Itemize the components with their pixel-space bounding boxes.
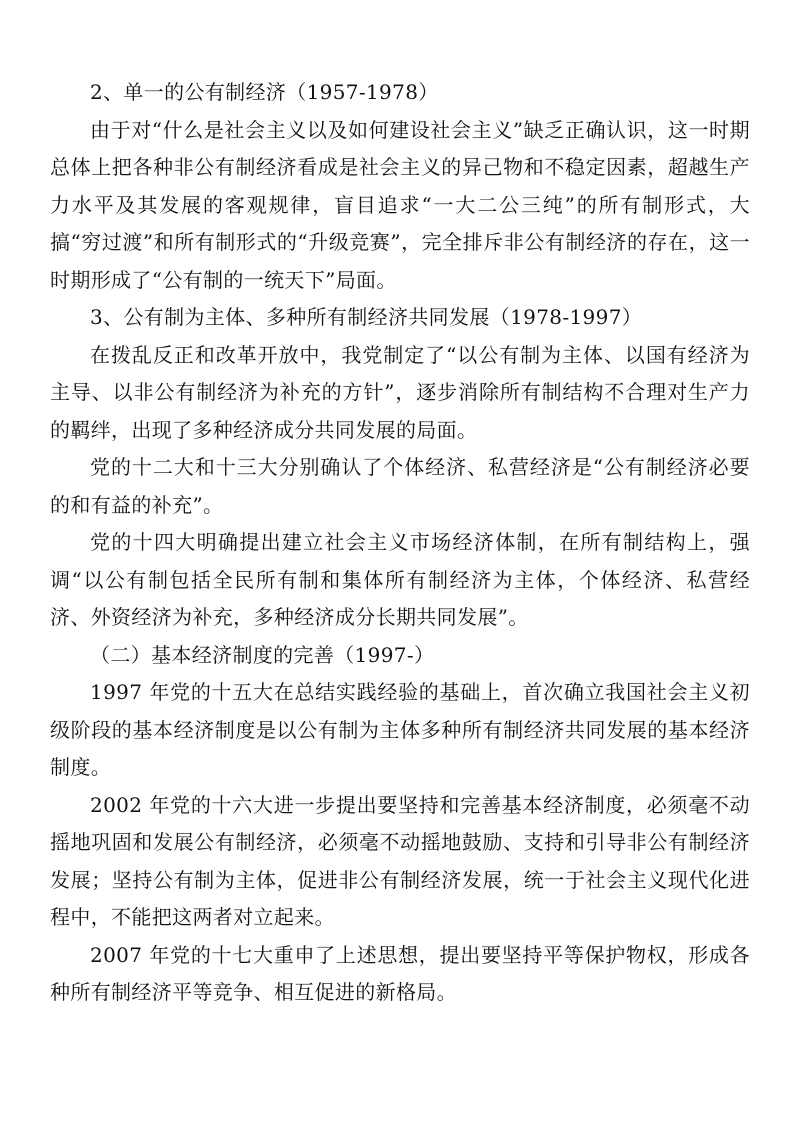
paragraph-14th-congress: 党的十四大明确提出建立社会主义市场经济体制，在所有制结构上，强调“以公有制包括全民所有制和集体所有制经济为主体，个体经济、私营经济、外资经济为补充，多种经济成分长期共同发展”。	[50, 530, 750, 629]
paragraph-2002: 2002 年党的十六大进一步提出要坚持和完善基本经济制度，必须毫不动摇地巩固和发展公有制经济，必须毫不动摇地鼓励、支持和引导非公有制经济发展；坚持公有制为主体，促进非公有制经济发展，统一于社会主义现代化进程中，不能把这两者对立起来。	[50, 792, 750, 929]
document-page	[50, 74, 750, 1012]
section-heading-3: 3、公有制为主体、多种所有制经济共同发展（1978-1997）	[90, 305, 643, 329]
paragraph-section-2: 由于对“什么是社会主义以及如何建设社会主义”缺乏正确认识，这一时期总体上把各种非公有制经济看成是社会主义的异己物和不稳定因素，超越生产力水平及其发展的客观规律，盲目追求“一大二公三纯”的所有制形式，大搞“穷过渡”和所有制形式的“升级竞赛”，完全排斥非公有制经济的存在，这一时期形成了“公有制的一统天下”局面。	[50, 117, 750, 292]
paragraph-1997: 1997 年党的十五大在总结实践经验的基础上，首次确立我国社会主义初级阶段的基本经济制度是以公有制为主体多种所有制经济共同发展的基本经济制度。	[50, 680, 750, 779]
paragraph-reform: 在拨乱反正和改革开放中，我党制定了“以公有制为主体、以国有经济为主导、以非公有制经济为补充的方针”，逐步消除所有制结构不合理对生产力的羁绊，出现了多种经济成分共同发展的局面。	[50, 342, 750, 442]
section-heading-basic-system: （二）基本经济制度的完善（1997-）	[90, 642, 435, 667]
paragraph-2007: 2007 年党的十七大重申了上述思想，提出要坚持平等保护物权，形成各种所有制经济平等竞争、相互促进的新格局。	[50, 942, 750, 1004]
section-heading-2: 2、单一的公有制经济（1957-1978）	[90, 80, 439, 104]
paragraph-12th-13th-congress: 党的十二大和十三大分别确认了个体经济、私营经济是“公有制经济必要的和有益的补充”。	[50, 455, 750, 517]
